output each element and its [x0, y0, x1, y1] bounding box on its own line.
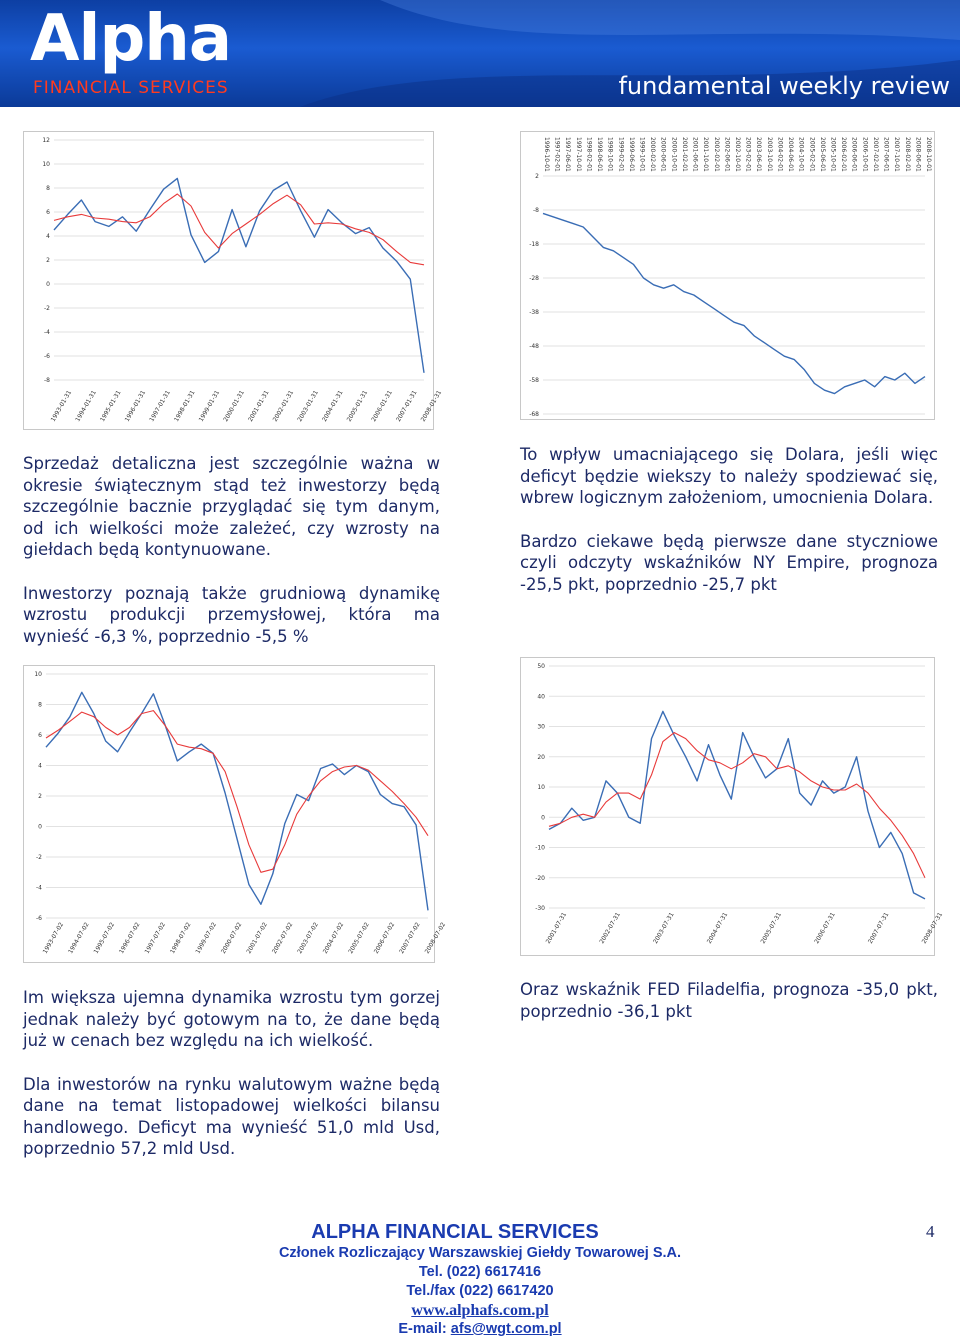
x-tick-label: 1997-10-01	[574, 137, 582, 172]
y-tick-label: 4	[38, 762, 42, 770]
x-tick-label: 1998-10-01	[606, 137, 614, 172]
y-tick-label: 6	[38, 732, 42, 739]
x-tick-label: 2006-02-01	[840, 137, 848, 172]
x-tick-label: 2007-07-31	[866, 911, 891, 945]
x-tick-label: 2003-10-01	[765, 137, 773, 172]
x-tick-label: 2004-07-02	[321, 921, 346, 955]
paragraph-industrial-production: Inwestorzy poznają także grudniową dynamikę wzrostu produkcji przemysłowej, która ma wynieść -6,3 %, poprzednio -5,5 %	[23, 583, 440, 646]
x-tick-label: 2002-01-31	[271, 389, 296, 423]
x-tick-label: 2001-07-31	[544, 911, 569, 945]
y-tick-label: 8	[46, 185, 50, 192]
x-tick-label: 1995-01-31	[99, 389, 123, 423]
page-number: 4	[926, 1222, 935, 1241]
x-tick-label: 2006-06-01	[850, 137, 858, 172]
x-tick-label: 1998-01-31	[173, 389, 197, 423]
y-tick-label: 10	[537, 784, 545, 791]
x-tick-label: 2003-02-01	[744, 137, 752, 172]
x-tick-label: 2005-01-31	[345, 389, 370, 423]
left-text-block-2	[23, 987, 440, 1182]
y-tick-label: 12	[42, 137, 50, 144]
x-tick-label: 2002-06-01	[723, 137, 731, 172]
y-tick-label: 2	[535, 173, 539, 180]
x-tick-label: 2001-06-01	[691, 137, 699, 172]
chart-industrial-production-svg	[24, 666, 448, 962]
x-tick-label: 1994-07-02	[67, 921, 91, 955]
footer-phone: Tel. (022) 6617416	[418, 1264, 542, 1280]
y-tick-label: 6	[46, 209, 50, 216]
paragraph-retail-sales: Sprzedaż detaliczna jest szczególnie ważna w okresie świątecznym stąd też inwestorzy będą szczególnie bacznie przyglądać się tym danym, od ich wielkości może zależeć, czy wzrosty na giełdach będą kontynuowane.	[23, 454, 440, 559]
y-tick-label: 20	[537, 753, 545, 761]
y-tick-label: -2	[36, 854, 42, 861]
x-tick-label: 1996-01-31	[123, 389, 148, 423]
page-footer	[0, 1220, 960, 1339]
x-tick-label: 1996-07-02	[118, 921, 142, 955]
x-tick-label: 2004-01-31	[321, 389, 345, 423]
x-tick-label: 2007-10-01	[893, 137, 901, 172]
y-tick-label: 10	[42, 161, 50, 168]
y-tick-label: 30	[537, 723, 545, 731]
x-tick-label: 2007-01-31	[395, 389, 419, 423]
x-tick-label: 1999-01-31	[197, 389, 222, 423]
x-tick-label: 2004-10-01	[797, 137, 805, 172]
x-tick-label: 2003-06-01	[755, 137, 763, 172]
x-tick-label: 2006-10-01	[861, 137, 869, 172]
right-text-block-2	[520, 979, 938, 1044]
chart-trade-balance-svg	[521, 132, 934, 419]
series-line-blue	[543, 213, 925, 393]
x-tick-label: 1997-01-31	[148, 389, 172, 423]
footer-email-label: E-mail:	[398, 1321, 451, 1337]
x-tick-label: 1998-07-02	[169, 921, 193, 955]
x-tick-label: 2002-10-01	[734, 137, 741, 172]
company-logo-subtitle: FINANCIAL SERVICES	[33, 78, 229, 98]
paragraph-negative-dynamics: Im większa ujemna dynamika wzrostu tym gorzej jednak należy być gotowym na to, że dane będą już w cenach bez względu na ich wielkość.	[23, 988, 440, 1050]
x-tick-label: 1997-02-01	[553, 137, 561, 172]
newsletter-tagline: fundamental weekly review	[618, 72, 950, 100]
x-tick-label: 1995-07-02	[92, 921, 117, 955]
x-tick-label: 2002-02-01	[712, 137, 720, 172]
x-tick-label: 1993-07-02	[41, 921, 66, 955]
x-tick-label: 2008-07-02	[423, 921, 448, 955]
y-tick-label: -2	[44, 305, 50, 312]
footer-company-name: ALPHA FINANCIAL SERVICES	[311, 1221, 599, 1243]
x-tick-label: 2008-01-31	[419, 389, 444, 423]
x-tick-label: 2005-07-31	[759, 911, 784, 945]
right-text-block-1	[520, 444, 938, 617]
y-tick-label: -28	[529, 275, 539, 282]
x-tick-label: 2001-10-01	[702, 137, 710, 172]
y-tick-label: 2	[38, 793, 42, 800]
series-line-red	[549, 733, 925, 878]
footer-membership: Członek Rozliczający Warszawskiej Giełdy Towarowej S.A.	[278, 1245, 682, 1261]
y-tick-label: -48	[529, 343, 539, 350]
y-tick-label: 10	[34, 671, 42, 678]
x-tick-label: 2000-07-02	[219, 921, 244, 955]
x-tick-label: 2006-07-31	[813, 911, 837, 945]
y-tick-label: -10	[535, 844, 545, 852]
x-tick-label: 1997-07-02	[143, 921, 168, 955]
y-tick-label: -68	[529, 411, 539, 418]
x-tick-label: 2003-01-31	[296, 389, 320, 423]
footer-fax: Tel./fax (022) 6617420	[406, 1283, 554, 1299]
paragraph-trade-balance: Dla inwestorów na rynku walutowym ważne będą dane na temat listopadowej wielkości bilansu handlowego. Deficyt ma wynieść 51,0 mld Usd, poprzednio 57,2 mld Usd.	[23, 1074, 440, 1158]
x-tick-label: 2007-02-01	[871, 137, 879, 172]
x-tick-label: 2007-07-02	[398, 921, 422, 955]
x-tick-label: 1993-01-31	[49, 389, 74, 423]
page-header	[0, 0, 960, 107]
y-tick-label: -6	[44, 353, 50, 360]
paragraph-ny-empire: Bardzo ciekawe będą pierwsze dane styczniowe czyli odczyty wskaźników NY Empire, prognoza -25,5 pkt, poprzednio -25,7 pkt	[520, 531, 938, 594]
x-tick-label: 2001-02-01	[680, 137, 688, 172]
y-tick-label: -58	[529, 377, 539, 384]
y-tick-label: -4	[44, 329, 50, 336]
x-tick-label: 2008-06-01	[914, 137, 922, 172]
x-tick-label: 1999-02-01	[617, 137, 625, 172]
y-tick-label: -8	[44, 377, 50, 384]
left-text-block-1	[23, 453, 440, 669]
x-tick-label: 2004-06-01	[787, 137, 795, 172]
series-line-blue	[549, 711, 925, 899]
x-tick-label: 2002-07-02	[270, 921, 295, 955]
x-tick-label: 2008-10-01	[925, 137, 932, 172]
x-tick-label: 2006-01-31	[370, 389, 394, 423]
paragraph-dollar: To wpływ umacniającego się Dolara, jeśli więc deficyt będzie wiekszy to należy spodziewać się, wbrew logicznym założeniom, umocnienia Dolara.	[520, 445, 938, 507]
x-tick-label: 1999-07-02	[194, 921, 218, 955]
x-tick-label: 2002-07-31	[598, 911, 622, 945]
x-tick-label: 2008-02-01	[903, 137, 911, 172]
x-tick-label: 2000-01-31	[222, 389, 246, 423]
chart-retail-sales-svg	[24, 132, 444, 429]
chart-ny-empire-svg	[521, 658, 945, 955]
paragraph-philly-fed: Oraz wskaźnik FED Filadelfia, prognoza -35,0 pkt, poprzednio -36,1 pkt	[520, 980, 938, 1021]
chart-trade-balance	[520, 131, 935, 420]
y-tick-label: 40	[537, 693, 545, 701]
footer-email-link[interactable]: afs@wgt.com.pl	[450, 1321, 562, 1337]
x-tick-label: 2005-06-01	[818, 137, 826, 172]
y-tick-label: 4	[46, 233, 50, 240]
chart-industrial-production	[23, 665, 448, 963]
y-tick-label: 0	[541, 814, 545, 822]
y-tick-label: -6	[36, 915, 42, 922]
y-tick-label: -4	[36, 884, 42, 892]
y-tick-label: 50	[537, 663, 545, 670]
x-tick-label: 1998-02-01	[585, 137, 593, 172]
x-tick-label: 2007-06-01	[882, 137, 890, 172]
x-tick-label: 2000-10-01	[670, 137, 678, 172]
series-line-blue	[54, 178, 424, 372]
y-tick-label: 8	[38, 701, 42, 709]
x-tick-label: 2004-07-31	[705, 911, 730, 945]
x-tick-label: 2003-07-02	[296, 921, 320, 955]
company-logo: Alpha	[30, 2, 232, 76]
x-tick-label: 2000-02-01	[649, 137, 657, 172]
x-tick-label: 2006-07-02	[372, 921, 397, 955]
x-tick-label: 2004-02-01	[776, 137, 784, 172]
x-tick-label: 1996-10-01	[543, 137, 550, 172]
y-tick-label: -20	[535, 874, 545, 882]
y-tick-label: 0	[46, 281, 50, 288]
x-tick-label: 2005-02-01	[808, 137, 816, 172]
x-tick-label: 2008-07-31	[920, 911, 945, 945]
x-tick-label: 2001-01-31	[247, 389, 271, 423]
y-tick-label: -30	[535, 905, 545, 912]
x-tick-label: 1998-06-01	[596, 137, 604, 172]
x-tick-label: 2003-07-31	[652, 911, 676, 945]
x-tick-label: 2005-10-01	[829, 137, 837, 172]
y-tick-label: 0	[38, 823, 42, 831]
x-tick-label: 2005-07-02	[347, 921, 371, 955]
x-tick-label: 1999-06-01	[627, 137, 635, 172]
x-tick-label: 1997-06-01	[564, 137, 572, 172]
chart-ny-empire	[520, 657, 945, 956]
y-tick-label: 2	[46, 257, 50, 264]
footer-website-link[interactable]: www.alphafs.com.pl	[411, 1302, 549, 1319]
x-tick-label: 1994-01-31	[74, 389, 98, 423]
y-tick-label: -18	[529, 241, 539, 248]
x-tick-label: 2000-06-01	[659, 137, 667, 172]
x-tick-label: 2001-07-02	[245, 921, 269, 955]
y-tick-label: -8	[533, 207, 539, 214]
y-tick-label: -38	[529, 309, 539, 316]
series-line-red	[54, 194, 424, 265]
chart-retail-sales	[23, 131, 444, 430]
x-tick-label: 1999-10-01	[638, 137, 646, 172]
